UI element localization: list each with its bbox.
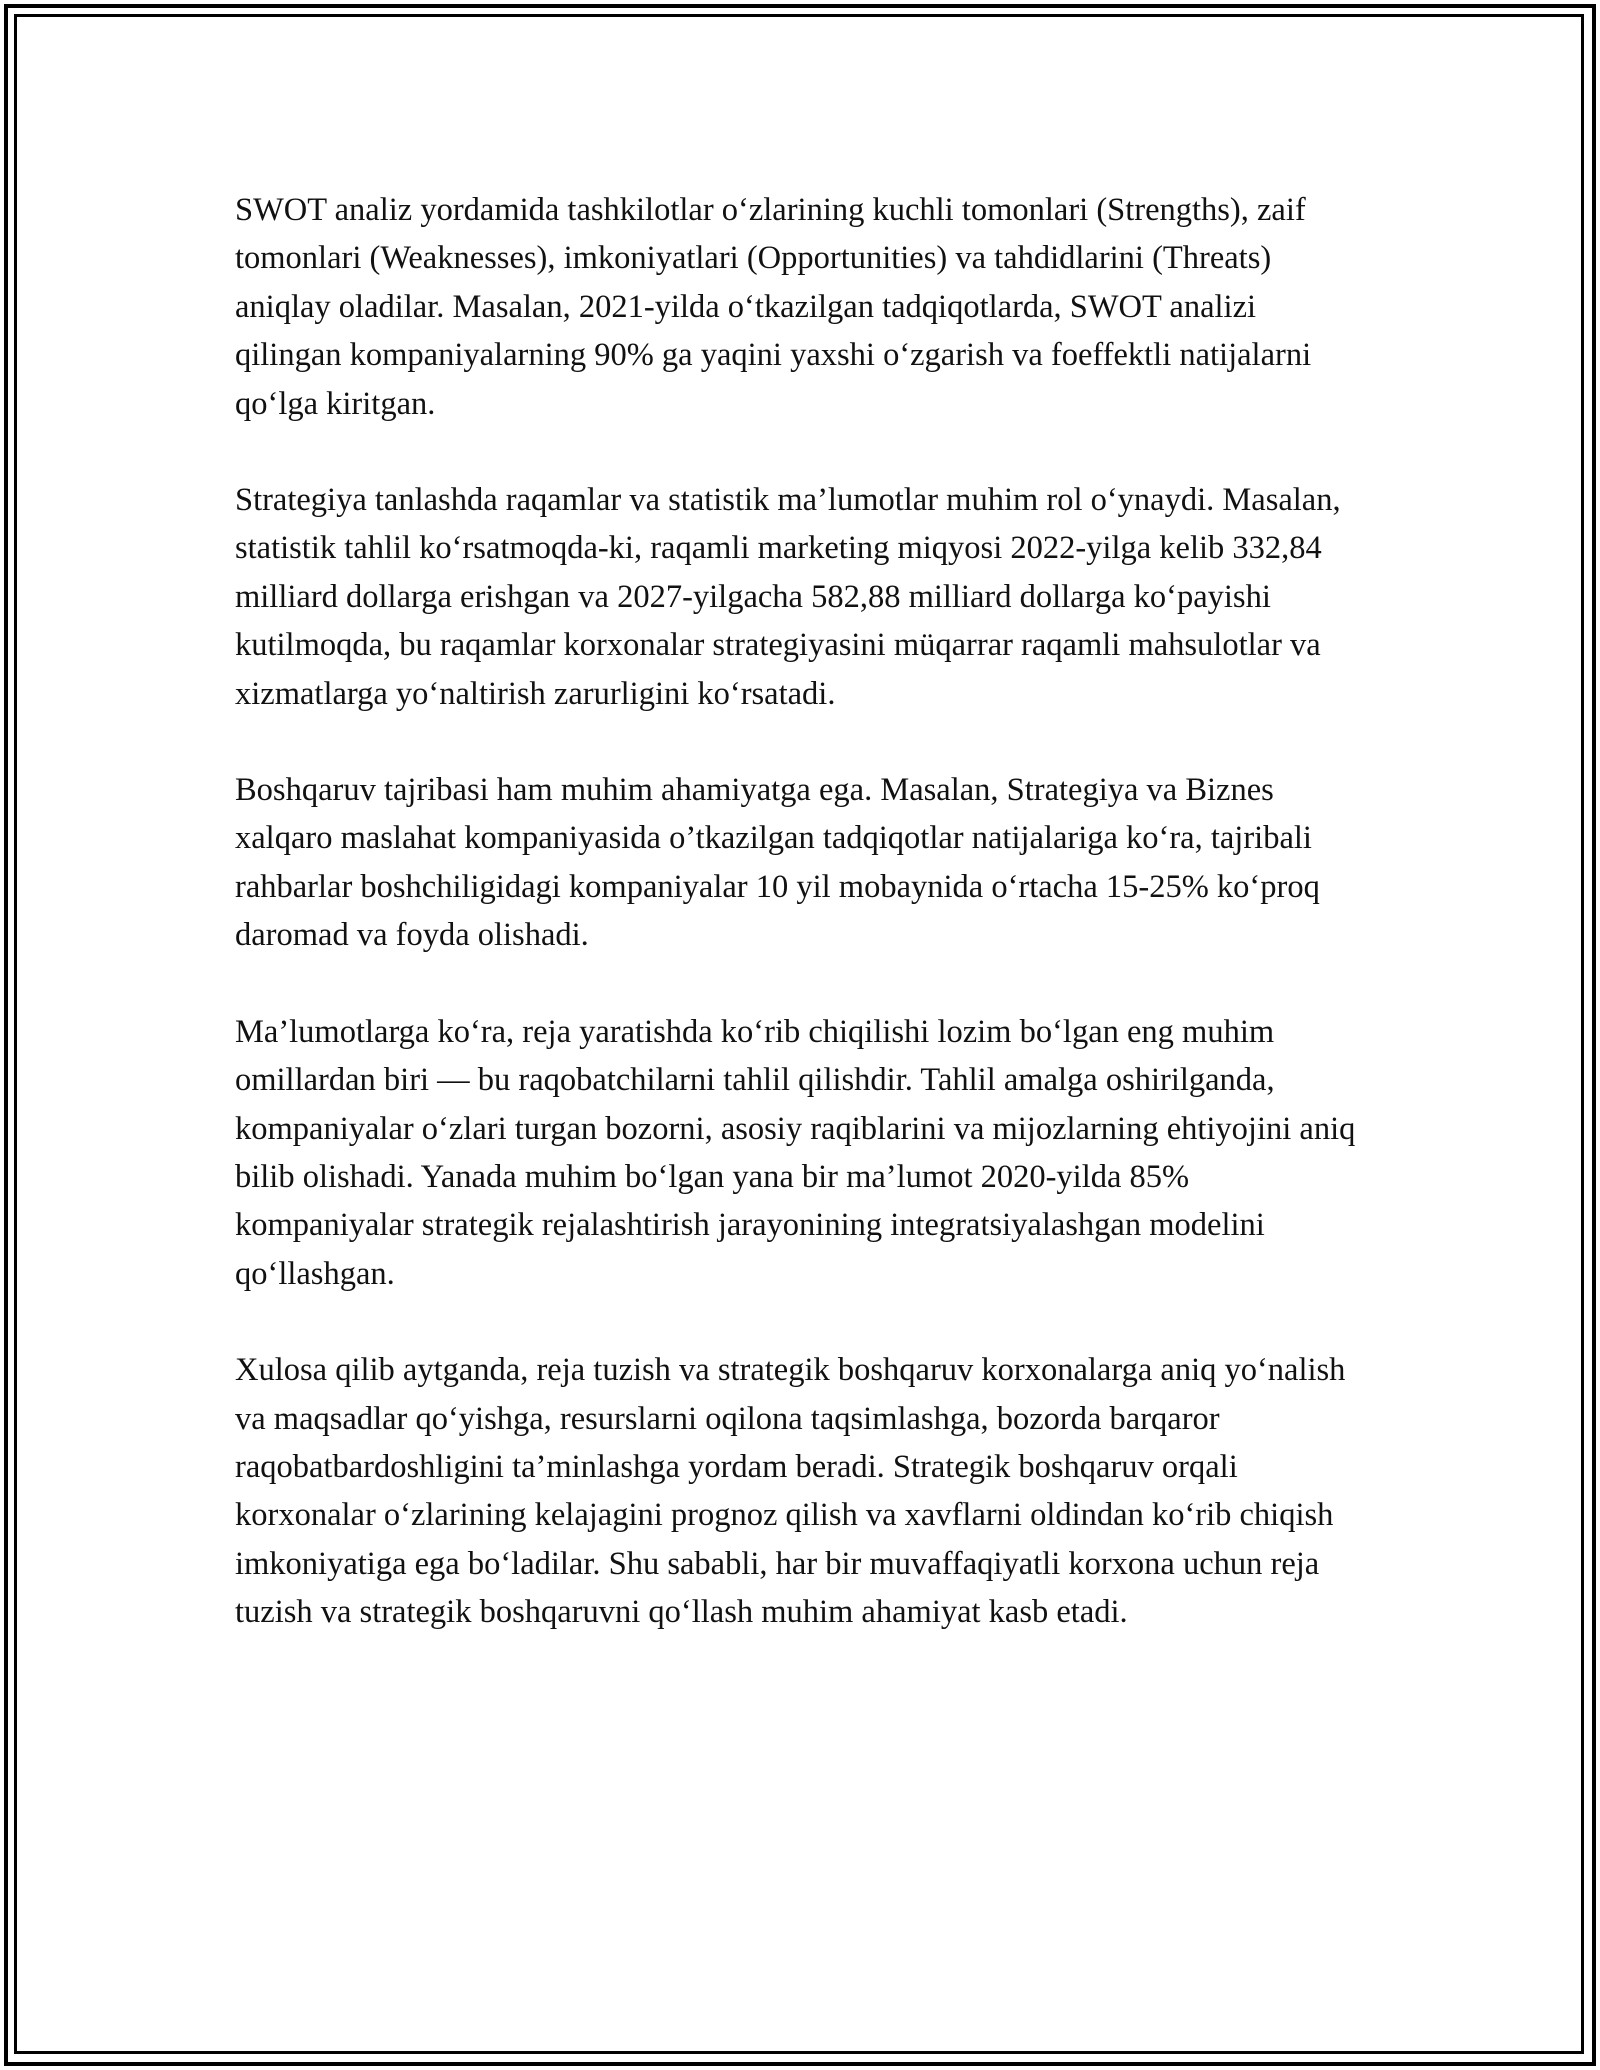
paragraph-competitor-analysis: Ma’lumotlarga ko‘ra, reja yaratishda ko‘rib chiqilishi lozim bo‘lgan eng muhim omillardan biri — bu raqobatchilarni tahlil qilishdir. Tahlil amalga oshirilganda, kompaniyalar o‘zlari turgan bozorni, asosiy raqiblarini va mijozlarning ehtiyojini aniq bilib olishadi. Yanada muhim bo‘lgan yana bir ma’lumot 2020-yilda 85% kompaniyalar strategik rejalashtirish jarayonining integratsiyalashgan modelini qo‘llashgan.: [235, 1013, 1356, 1292]
document-body: [235, 186, 1365, 1637]
paragraph-strategy-statistics: Strategiya tanlashda raqamlar va statistik ma’lumotlar muhim rol o‘ynaydi. Masalan, statistik tahlil ko‘rsatmoqda-ki, raqamli marketing miqyosi 2022-yilga kelib 332,84 milliard dollarga erishgan va 2027-yilgacha 582,88 milliard dollarga ko‘payishi kutilmoqda, bu raqamlar korxonalar strategiyasini müqarrar raqamli mahsulotlar va xizmatlarga yo‘naltirish zarurligini ko‘rsatadi.: [235, 482, 1341, 712]
paragraph-management-experience: Boshqaruv tajribasi ham muhim ahamiyatga ega. Masalan, Strategiya va Biznes xalqaro maslahat kompaniyasida o’tkazilgan tadqiqotlar natijalariga ko‘ra, tajribali rahbarlar boshchiligidagi kompaniyalar 10 yil mobaynida o‘rtacha 15-25% ko‘proq daromad va foyda olishadi.: [235, 772, 1320, 954]
paragraph-conclusion: Xulosa qilib aytganda, reja tuzish va strategik boshqaruv korxonalarga aniq yo‘nalish va maqsadlar qo‘yishga, resurslarni oqilona taqsimlashga, bozorda barqaror raqobatbardoshligini ta’minlashga yordam beradi. Strategik boshqaruv orqali korxonalar o‘zlarining kelajagini prognoz qilish va xavflarni oldindan ko‘rib chiqish imkoniyatiga ega bo‘ladilar. Shu sababli, har bir muvaffaqiyatli korxona uchun reja tuzish va strategik boshqaruvni qo‘llash muhim ahamiyat kasb etadi.: [235, 1352, 1346, 1631]
paragraph-swot: SWOT analiz yordamida tashkilotlar o‘zlarining kuchli tomonlari (Strengths), zaif tomonlari (Weaknesses), imkoniyatlari (Opportunities) va tahdidlarini (Threats) aniqlay oladilar. Masalan, 2021-yilda o‘tkazilgan tadqiqotlarda, SWOT analizi qilingan kompaniyalarning 90% ga yaqini yaxshi o‘zgarish va foeffektli natijalarni qo‘lga kiritgan.: [235, 192, 1312, 422]
